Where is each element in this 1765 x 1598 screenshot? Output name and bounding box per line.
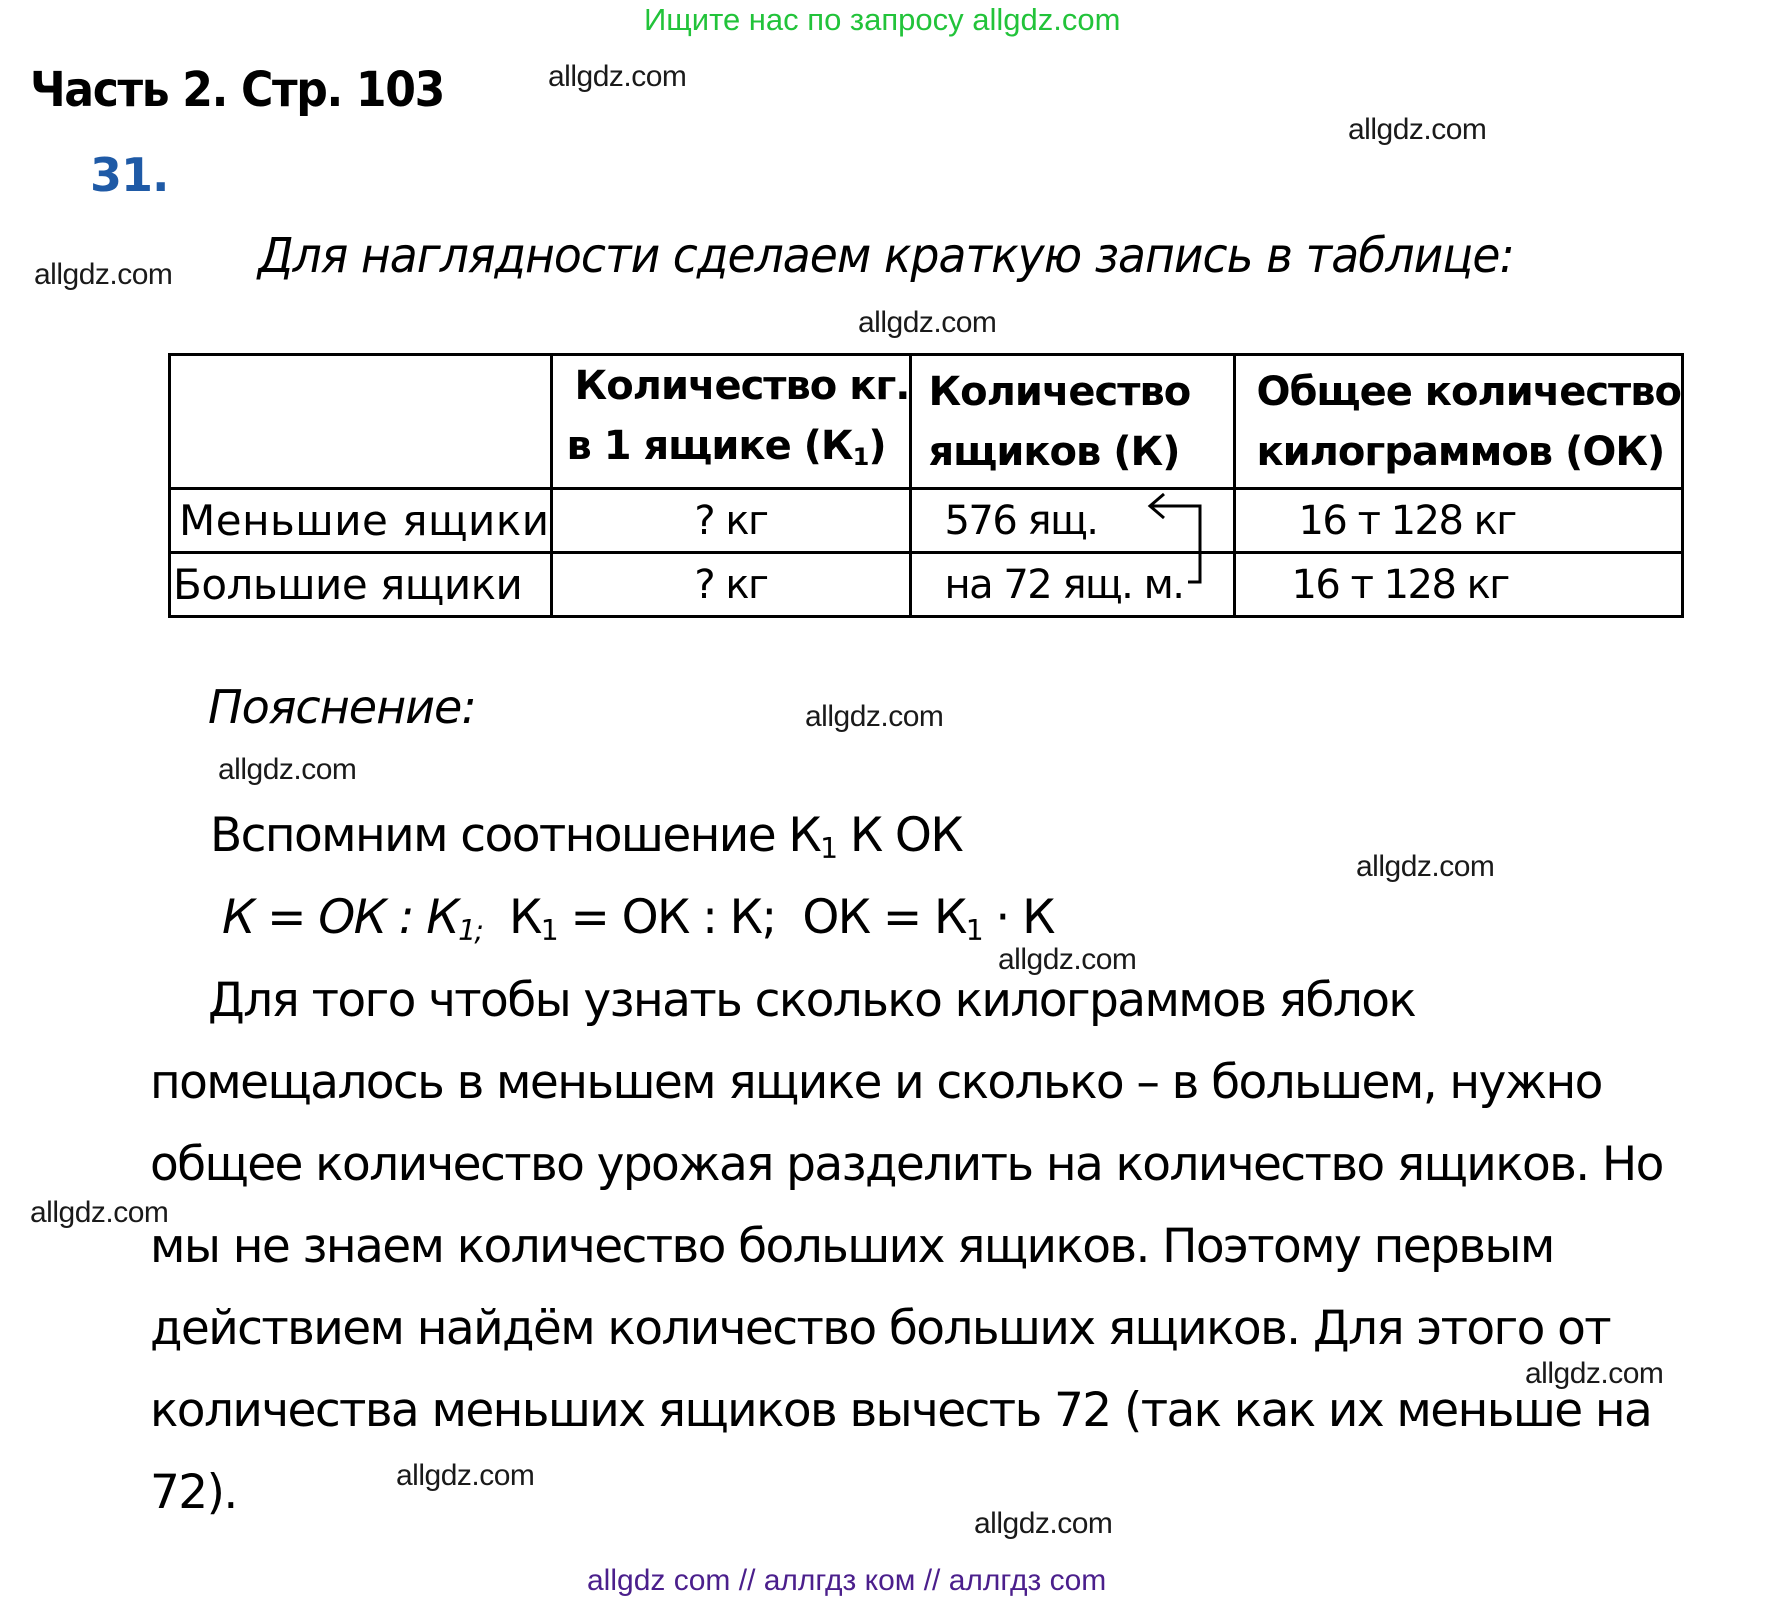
watermark: allgdz.com [30,1196,169,1229]
watermark: allgdz.com [548,60,687,93]
header-cell-total [1235,355,1683,489]
header-boxes-line1: Количество [928,368,1191,415]
table-header-row [170,355,1683,489]
task-number: 31. [90,148,169,202]
paragraph-line: помещалось в меньшем ящике и сколько – в большем, нужно [150,1055,1602,1110]
row-per-box: ? кг [551,553,911,617]
watermark: allgdz.com [396,1459,535,1492]
paragraph-line: количества меньших ящиков вычесть 72 (так как их меньше на [150,1383,1652,1438]
summary-table [168,353,1684,618]
header-per-box-line1: Количество кг. [574,363,910,409]
watermark: allgdz.com [974,1507,1113,1540]
paragraph-line: действием найдём количество больших ящиков. Для этого от [150,1301,1611,1356]
intro-text: Для наглядности сделаем краткую запись в таблице: [258,228,1514,284]
explanation-heading: Пояснение: [208,680,476,734]
watermark: allgdz.com [998,943,1137,976]
paragraph-line: 72). [150,1465,237,1520]
header-total-line2: килограммов (ОК) [1256,428,1665,475]
recall-line: Вспомним соотношение $К_1$ К ОК [210,808,963,866]
watermark: allgdz.com [1525,1357,1664,1390]
header-cell-empty [170,355,552,489]
paragraph-line: мы не знаем количество больших ящиков. Поэтому первым [150,1219,1554,1274]
header-total-line1: Общее количество [1256,368,1682,415]
header-cell-boxes [911,355,1235,489]
footer-links: allgdz com // аллгдз ком // аллгдз com [587,1564,1107,1597]
watermark: allgdz.com [858,306,997,339]
search-banner: Ищите нас по запросу allgdz.com [644,2,1121,37]
header-per-box-line2: в 1 ящике $(К_1)$ [566,423,886,471]
table-row [170,489,1683,553]
back-arrow-icon [1140,490,1220,590]
paragraph-line: Для того чтобы узнать сколько килограммов яблок [208,973,1416,1028]
row-total: 16 т 128 кг [1235,553,1683,617]
row-total: 16 т 128 кг [1235,489,1683,553]
formulas-line: К = ОК : $К_{1;}$ $К_1$ = ОК : К; ОК = $К_1 \cdot К$ [222,890,1054,948]
row-boxes: 576 ящ. [911,489,1235,553]
table-row [170,553,1683,617]
watermark: allgdz.com [34,258,173,291]
header-cell-per-box [551,355,911,489]
watermark: allgdz.com [805,700,944,733]
watermark: allgdz.com [1348,113,1487,146]
row-label: Меньшие ящики [170,489,552,553]
header-boxes-line2: ящиков (К) [928,428,1180,475]
watermark: allgdz.com [1356,850,1495,883]
paragraph-line: общее количество урожая разделить на количество ящиков. Но [150,1137,1663,1192]
row-boxes: на 72 ящ. м. [911,553,1235,617]
page-title: Часть 2. Стр. 103 [30,62,444,118]
row-label: Большие ящики [170,553,552,617]
watermark: allgdz.com [218,753,357,786]
row-per-box: ? кг [551,489,911,553]
